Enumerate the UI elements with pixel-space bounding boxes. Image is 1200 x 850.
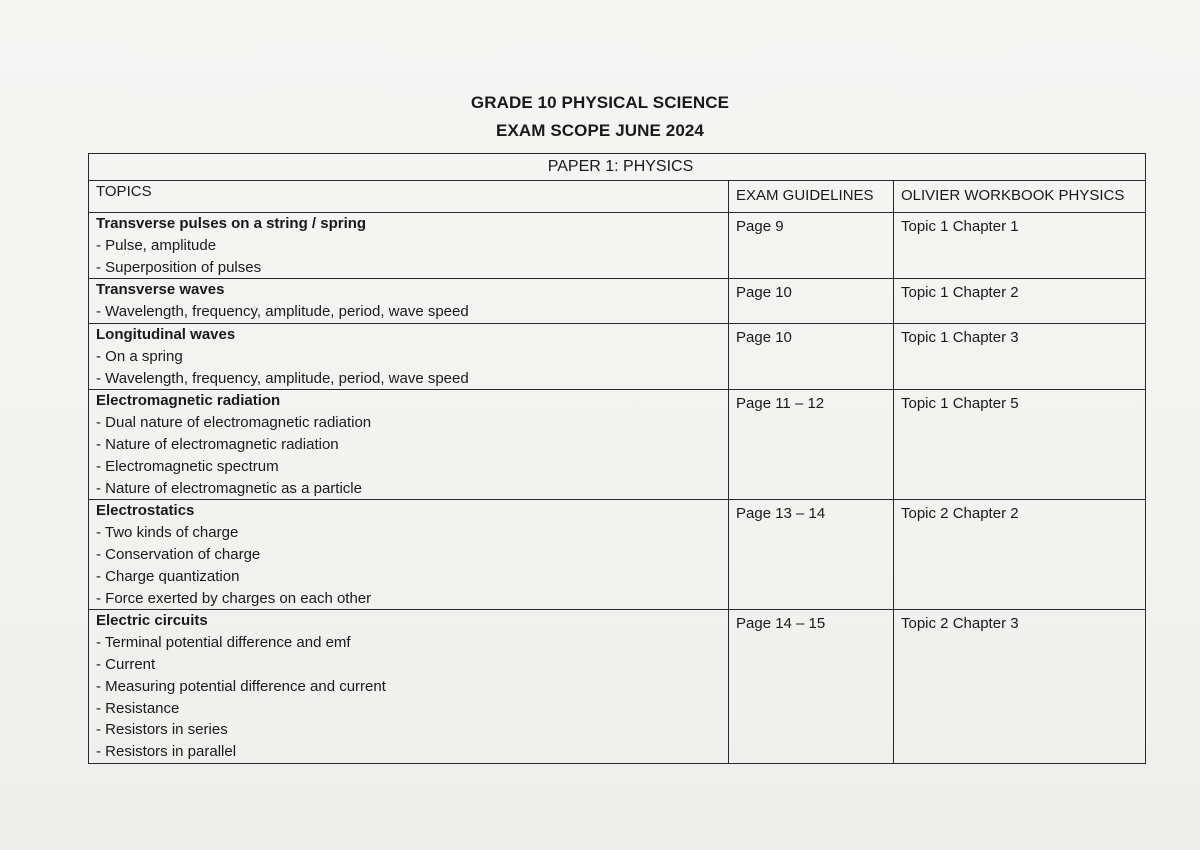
document-subtitle: EXAM SCOPE JUNE 2024 — [496, 121, 704, 140]
guidelines-cell — [729, 279, 894, 324]
column-header-exam-guidelines: EXAM GUIDELINES — [729, 181, 894, 213]
subtopic-item: - Resistors in series — [96, 721, 228, 739]
guidelines-page-ref: Page 11 – 12 — [736, 395, 825, 413]
guidelines-page-ref: Page 9 — [736, 218, 784, 235]
table-row — [89, 390, 1146, 500]
guidelines-cell — [729, 323, 894, 389]
guidelines-cell — [729, 500, 894, 610]
column-header-workbook: OLIVIER WORKBOOK PHYSICS — [894, 181, 1146, 213]
guidelines-page-ref: Page 14 – 15 — [736, 615, 826, 633]
subtopic-item: - Force exerted by charges on each other — [96, 589, 372, 607]
subtopic-item: - Pulse, amplitude — [96, 236, 217, 254]
topic-title: Longitudinal waves — [96, 325, 236, 343]
table-row — [89, 213, 1146, 279]
paper-title-row — [89, 154, 1146, 181]
table-row — [89, 279, 1146, 324]
table-header-row — [89, 181, 1146, 213]
guidelines-cell — [729, 390, 894, 500]
subtopic-item: - Current — [96, 655, 156, 673]
workbook-cell — [894, 500, 1146, 610]
subtopic-item: - Nature of electromagnetic as a particle — [96, 479, 362, 497]
paper-title: PAPER 1: PHYSICS — [89, 154, 1146, 181]
subtopic-item: - On a spring — [96, 347, 183, 365]
topic-cell — [89, 500, 729, 610]
topic-cell — [89, 213, 729, 279]
subtopic-item: - Dual nature of electromagnetic radiation — [96, 414, 372, 432]
column-header-topics: TOPICS — [89, 181, 729, 213]
table-row — [89, 610, 1146, 764]
topic-cell — [89, 390, 729, 500]
topic-title: Electromagnetic radiation — [96, 392, 281, 410]
guidelines-page-ref: Page 13 – 14 — [736, 505, 826, 523]
workbook-chapter-ref: Topic 1 Chapter 1 — [901, 218, 1019, 235]
workbook-cell — [894, 323, 1146, 389]
workbook-cell — [894, 279, 1146, 324]
workbook-chapter-ref: Topic 1 Chapter 3 — [901, 328, 1019, 346]
workbook-chapter-ref: Topic 2 Chapter 2 — [901, 505, 1019, 523]
subtopic-item: - Wavelength, frequency, amplitude, period, wave speed — [96, 369, 469, 387]
guidelines-page-ref: Page 10 — [736, 328, 792, 346]
topic-title: Electric circuits — [96, 612, 208, 630]
exam-scope-table — [88, 153, 1146, 764]
subtopic-item: - Two kinds of charge — [96, 524, 239, 542]
subtopic-item: - Superposition of pulses — [96, 258, 262, 276]
workbook-chapter-ref: Topic 2 Chapter 3 — [901, 615, 1019, 633]
subtopic-item: - Conservation of charge — [96, 545, 261, 563]
guidelines-cell — [729, 610, 894, 764]
table-row — [89, 500, 1146, 610]
guidelines-page-ref: Page 10 — [736, 284, 792, 302]
topic-title: Electrostatics — [96, 502, 195, 520]
subtopic-item: - Nature of electromagnetic radiation — [96, 435, 339, 453]
workbook-chapter-ref: Topic 1 Chapter 5 — [901, 395, 1019, 413]
guidelines-cell — [729, 213, 894, 279]
workbook-chapter-ref: Topic 1 Chapter 2 — [901, 284, 1019, 302]
subtopic-item: - Charge quantization — [96, 567, 240, 585]
topic-title: Transverse pulses on a string / spring — [96, 215, 367, 232]
subtopic-item: - Electromagnetic spectrum — [96, 457, 279, 475]
subtopic-item: - Resistors in parallel — [96, 743, 237, 761]
topic-cell — [89, 323, 729, 389]
table-row — [89, 323, 1146, 389]
subtopic-item: - Terminal potential difference and emf — [96, 634, 351, 652]
document-title: GRADE 10 PHYSICAL SCIENCE — [470, 93, 730, 112]
topic-title: Transverse waves — [96, 281, 225, 299]
subtopic-item: - Wavelength, frequency, amplitude, period, wave speed — [96, 303, 469, 321]
topic-cell — [89, 610, 729, 764]
subtopic-item: - Measuring potential difference and current — [96, 677, 386, 695]
topic-cell — [89, 279, 729, 324]
table-body — [89, 213, 1146, 764]
workbook-cell — [894, 610, 1146, 764]
workbook-cell — [894, 390, 1146, 500]
subtopic-item: - Resistance — [96, 699, 180, 717]
workbook-cell — [894, 213, 1146, 279]
